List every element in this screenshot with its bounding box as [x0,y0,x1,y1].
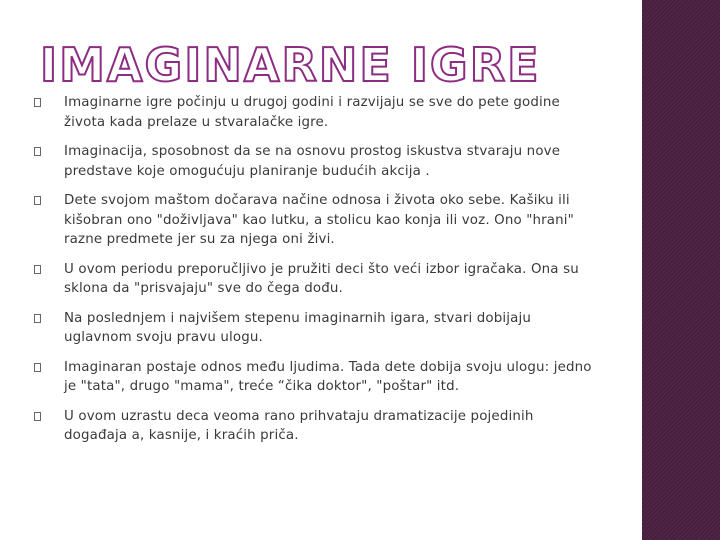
slide-title: IMAGINARNE IGRE [40,38,541,92]
bullet-text: Imaginaran postaje odnos među ljudima. Tada dete dobija svoju ulogu: jedno je "tata", drugo "mama", treće “čika doktor", "poštar" itd. [64,359,592,394]
bullet-text: Imaginarne igre počinju u drugoj godini i razvijaju se sve do pete godine života kada prelaze u stvaralačke igre. [64,95,560,130]
bullet-text: U ovom periodu preporučljivo je pružiti deci što veći izbor igračaka. Ona su sklona da "prisvajaju" sve do čega dođu. [64,261,579,296]
bullet-text: U ovom uzrastu deca veoma rano prihvataju dramatizacije pojedinih događaja a, kasnije, i kraćih priča. [64,408,534,443]
square-bullet-icon [34,265,41,274]
square-bullet-icon [34,98,41,107]
square-bullet-icon [34,363,41,372]
bullet-item [34,407,594,446]
bullet-list [34,93,594,456]
bullet-text: Imaginacija, sposobnost da se na osnovu prostog iskustva stvaraju nove predstave koje omogućuju planiranje budućih akcija . [64,144,561,179]
decorative-side-panel [642,0,720,540]
square-bullet-icon [34,147,41,156]
bullet-item [34,309,594,348]
square-bullet-icon [34,314,41,323]
bullet-text: Dete svojom maštom dočarava načine odnosa i života oko sebe. Kašiku ili kišobran ono "doživljava" kao lutku, a stolicu kao konja ili voz. Ono "hrani" razne predmete jer su za njega oni živi. [64,193,574,247]
bullet-item [34,358,594,397]
bullet-item [34,260,594,299]
bullet-text: Na poslednjem i najvišem stepenu imaginarnih igara, stvari dobijaju uglavnom svoju pravu ulogu. [64,310,532,345]
square-bullet-icon [34,412,41,421]
bullet-item [34,191,594,250]
bullet-item [34,93,594,132]
square-bullet-icon [34,196,41,205]
bullet-item [34,142,594,181]
